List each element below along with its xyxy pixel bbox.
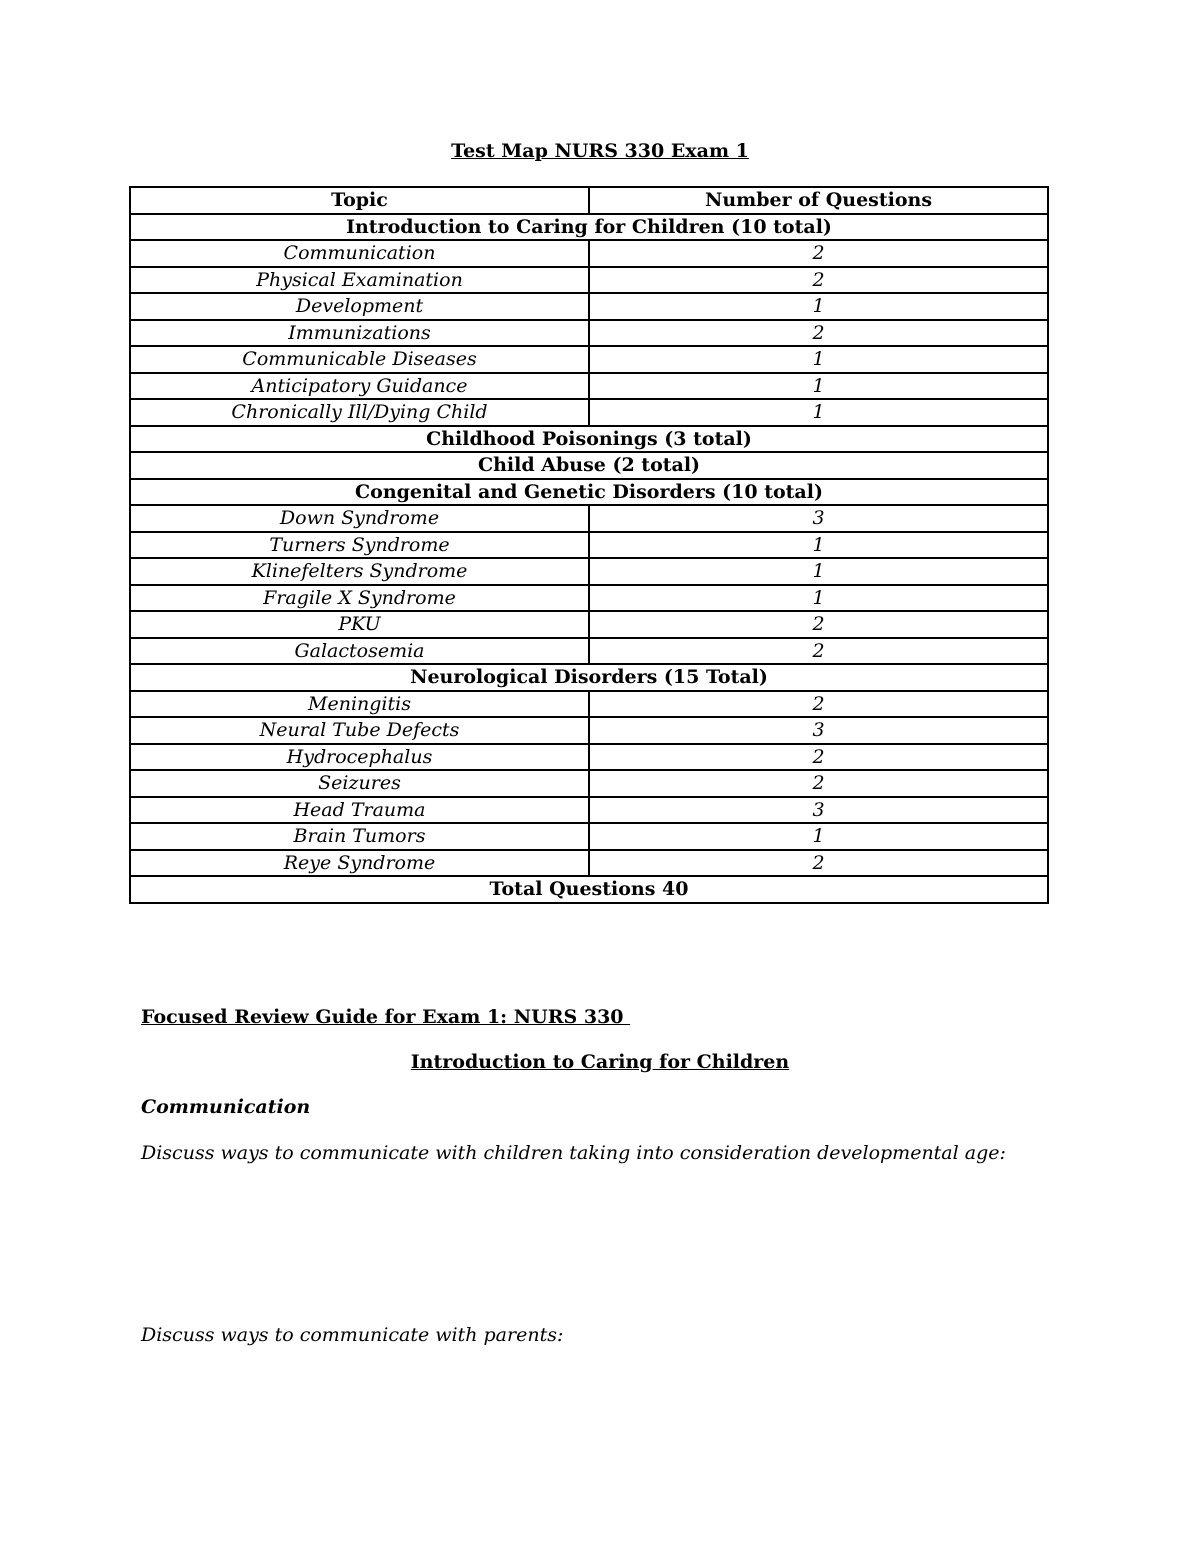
question-count-cell: 3 xyxy=(589,505,1048,532)
topic-cell: Head Trauma xyxy=(130,797,589,824)
topic-cell: Immunizations xyxy=(130,320,589,347)
table-row xyxy=(130,585,1048,612)
topic-cell: Down Syndrome xyxy=(130,505,589,532)
table-row xyxy=(130,346,1048,373)
table-row xyxy=(130,797,1048,824)
topic-cell: Brain Tumors xyxy=(130,823,589,850)
table-row xyxy=(130,320,1048,347)
total-row xyxy=(130,876,1048,903)
table-row xyxy=(130,638,1048,665)
question-count-cell: 2 xyxy=(589,611,1048,638)
question-count-cell: 3 xyxy=(589,717,1048,744)
topic-cell: Klinefelters Syndrome xyxy=(130,558,589,585)
question-count-cell: 2 xyxy=(589,638,1048,665)
table-row xyxy=(130,717,1048,744)
question-count-cell: 3 xyxy=(589,797,1048,824)
section-title: Congenital and Genetic Disorders (10 total) xyxy=(130,479,1048,506)
question-count-cell: 1 xyxy=(589,346,1048,373)
section-title: Introduction to Caring for Children (10 total) xyxy=(130,214,1048,241)
topic-cell: Chronically Ill/Dying Child xyxy=(130,399,589,426)
section-row xyxy=(130,452,1048,479)
topic-column-header: Topic xyxy=(130,187,589,214)
question-count-cell: 1 xyxy=(589,293,1048,320)
question-count-cell: 2 xyxy=(589,744,1048,771)
section-row xyxy=(130,426,1048,453)
count-column-header: Number of Questions xyxy=(589,187,1048,214)
table-row xyxy=(130,611,1048,638)
page-title: Test Map NURS 330 Exam 1 xyxy=(451,140,749,162)
question-count-cell: 2 xyxy=(589,850,1048,877)
test-map-body xyxy=(130,187,1048,903)
topic-cell: Hydrocephalus xyxy=(130,744,589,771)
table-row xyxy=(130,293,1048,320)
test-map-table xyxy=(129,186,1049,904)
topic-cell: Meningitis xyxy=(130,691,589,718)
review-prompt: Discuss ways to communicate with parents: xyxy=(141,1324,564,1346)
topic-cell: Fragile X Syndrome xyxy=(130,585,589,612)
review-section-heading: Introduction to Caring for Children xyxy=(410,1051,790,1073)
table-row xyxy=(130,267,1048,294)
table-row xyxy=(130,770,1048,797)
section-title: Childhood Poisonings (3 total) xyxy=(130,426,1048,453)
topic-cell: Physical Examination xyxy=(130,267,589,294)
question-count-cell: 1 xyxy=(589,532,1048,559)
topic-cell: Seizures xyxy=(130,770,589,797)
section-title: Child Abuse (2 total) xyxy=(130,452,1048,479)
review-prompt: Discuss ways to communicate with children taking into consideration developmental age: xyxy=(141,1142,1006,1164)
question-count-cell: 2 xyxy=(589,320,1048,347)
table-row xyxy=(130,850,1048,877)
topic-cell: Reye Syndrome xyxy=(130,850,589,877)
topic-cell: Communication xyxy=(130,240,589,267)
question-count-cell: 1 xyxy=(589,558,1048,585)
table-row xyxy=(130,691,1048,718)
topic-cell: Neural Tube Defects xyxy=(130,717,589,744)
question-count-cell: 1 xyxy=(589,585,1048,612)
review-guide-title: Focused Review Guide for Exam 1: NURS 330 xyxy=(141,1006,631,1028)
topic-cell: Turners Syndrome xyxy=(130,532,589,559)
table-row xyxy=(130,744,1048,771)
table-row xyxy=(130,240,1048,267)
topic-cell: Development xyxy=(130,293,589,320)
section-row xyxy=(130,479,1048,506)
table-row xyxy=(130,505,1048,532)
table-row xyxy=(130,823,1048,850)
table-row xyxy=(130,373,1048,400)
question-count-cell: 1 xyxy=(589,399,1048,426)
question-count-cell: 1 xyxy=(589,373,1048,400)
question-count-cell: 2 xyxy=(589,770,1048,797)
table-row xyxy=(130,532,1048,559)
topic-cell: Anticipatory Guidance xyxy=(130,373,589,400)
question-count-cell: 2 xyxy=(589,691,1048,718)
section-title: Neurological Disorders (15 Total) xyxy=(130,664,1048,691)
topic-cell: PKU xyxy=(130,611,589,638)
total-questions: Total Questions 40 xyxy=(130,876,1048,903)
question-count-cell: 2 xyxy=(589,240,1048,267)
question-count-cell: 2 xyxy=(589,267,1048,294)
section-row xyxy=(130,214,1048,241)
table-header-row xyxy=(130,187,1048,214)
table-row xyxy=(130,558,1048,585)
topic-cell: Galactosemia xyxy=(130,638,589,665)
topic-cell: Communicable Diseases xyxy=(130,346,589,373)
section-row xyxy=(130,664,1048,691)
table-row xyxy=(130,399,1048,426)
question-count-cell: 1 xyxy=(589,823,1048,850)
review-subheading: Communication xyxy=(141,1096,311,1118)
